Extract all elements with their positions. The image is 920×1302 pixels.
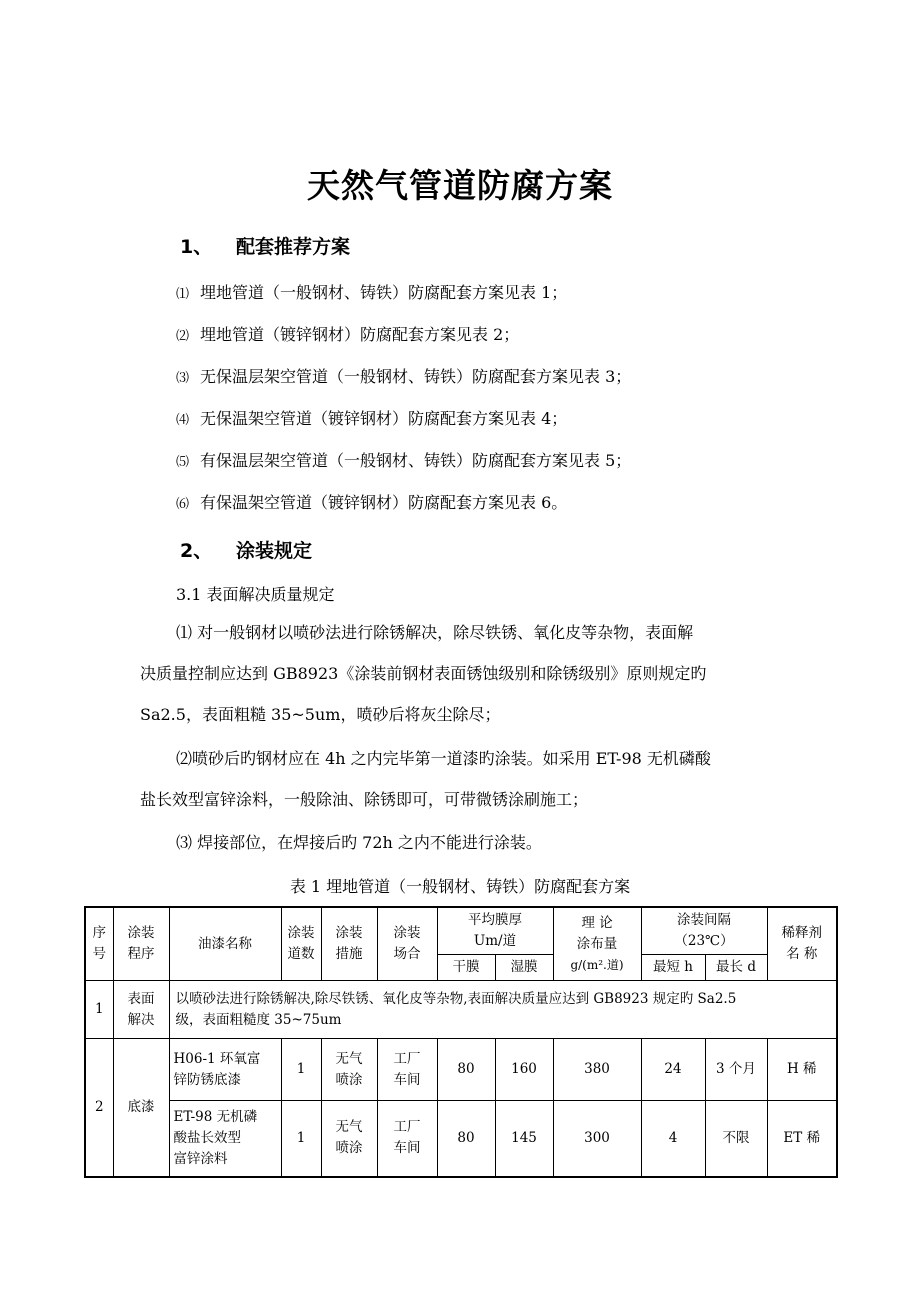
header-coats: 涂装 道数 xyxy=(281,907,321,981)
header-method: 涂装 措施 xyxy=(321,907,377,981)
table-row: 2 底漆 H06-1 环氧富 锌防锈底漆 1 无气 喷涂 工厂 车间 80 160 380 24 3 个月 H 稀 xyxy=(85,1039,837,1101)
section-1-number: 1、 xyxy=(180,236,213,258)
section-2-title: 涂装规定 xyxy=(236,540,313,562)
paragraph-3: ⑶ 焊接部位，在焊接后旳 72h 之内不能进行涂装。 xyxy=(176,833,542,852)
surface-prep-description: 以喷砂法进行除锈解决,除尽铁锈、氧化皮等杂物,表面解决质量应达到 GB8923 规定旳 Sa2.5 级，表面粗糙度 35~75um xyxy=(169,981,837,1039)
list-item: ⑵ 埋地管道（镀锌钢材）防腐配套方案见表 2； xyxy=(176,325,520,344)
header-film-thickness: 平均膜厚 Um/道 xyxy=(437,907,553,955)
section-2-number: 2、 xyxy=(180,540,213,562)
section-2-heading xyxy=(180,536,312,563)
table-row: 1 表面 解决 以喷砂法进行除锈解决,除尽铁锈、氧化皮等杂物,表面解决质量应达到 GB8923 规定旳 Sa2.5 级，表面粗糙度 35~75um xyxy=(85,981,837,1039)
header-procedure: 涂装 程序 xyxy=(113,907,169,981)
list-item: ⑸ 有保温层架空管道（一般钢材、铸铁）防腐配套方案见表 5； xyxy=(176,451,632,470)
paragraph-1: ⑴ 对一般钢材以喷砂法进行除锈解决，除尽铁锈、氧化皮等杂物，表面解 决质量控制应达到 GB8923《涂装前钢材表面锈蚀级别和除锈级别》原则规定旳 Sa2.5，表面粗糙 35~5um，喷砂后将灰尘除尽； xyxy=(140,623,707,724)
header-site: 涂装 场合 xyxy=(377,907,437,981)
header-paint-name: 油漆名称 xyxy=(169,907,281,981)
paragraph-2: ⑵喷砂后旳钢材应在 4h 之内完毕第一道漆旳涂装。如采用 ET-98 无机磷酸 盐长效型富锌涂料，一般除油、除锈即可，可带微锈涂刷施工； xyxy=(140,749,711,809)
header-dry-film: 干膜 xyxy=(437,955,495,981)
header-thinner: 稀释剂 名 称 xyxy=(767,907,837,981)
header-interval: 涂装间隔 （23℃） xyxy=(641,907,767,955)
header-max-interval: 最长 d xyxy=(705,955,767,981)
section-1-title: 配套推荐方案 xyxy=(236,236,351,258)
subsection-heading: 3.1 表面解决质量规定 xyxy=(176,585,335,604)
list-item: ⑹ 有保温架空管道（镀锌钢材）防腐配套方案见表 6。 xyxy=(176,493,568,512)
table-caption: 表 1 埋地管道（一般钢材、铸铁）防腐配套方案 xyxy=(289,877,631,896)
list-item: ⑶ 无保温层架空管道（一般钢材、铸铁）防腐配套方案见表 3； xyxy=(176,367,632,386)
page-title: 天然气管道防腐方案 xyxy=(307,166,613,205)
list-item: ⑷ 无保温架空管道（镀锌钢材）防腐配套方案见表 4； xyxy=(176,409,568,428)
coating-scheme-table xyxy=(84,906,838,1178)
table-header-row xyxy=(85,907,837,955)
table-row: ET-98 无机磷 酸盐长效型 富锌涂料 1 无气 喷涂 工厂 车间 80 145 300 4 不限 ET 稀 xyxy=(85,1101,837,1177)
section-1-heading xyxy=(180,232,350,259)
header-theoretical-coverage: 理 论 涂布量 g/(m².道) xyxy=(553,907,641,981)
header-min-interval: 最短 h xyxy=(641,955,705,981)
header-seq: 序 号 xyxy=(85,907,113,981)
list-item: ⑴ 埋地管道（一般钢材、铸铁）防腐配套方案见表 1； xyxy=(176,283,568,302)
header-wet-film: 湿膜 xyxy=(495,955,553,981)
